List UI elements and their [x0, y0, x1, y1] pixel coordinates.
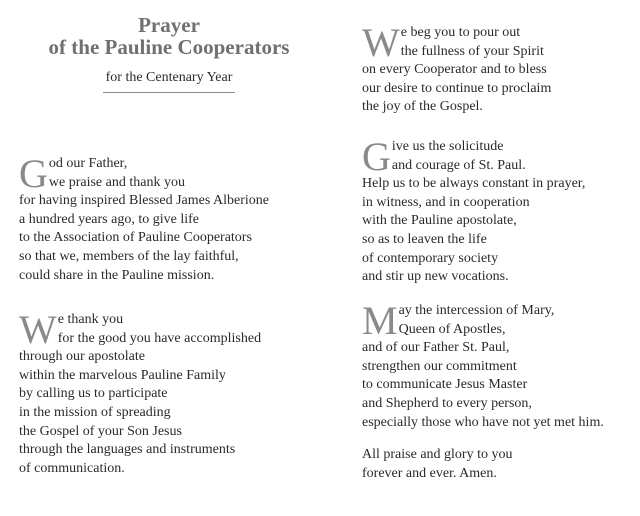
stanza-line: our desire to continue to proclaim: [362, 80, 552, 96]
stanza-line: could share in the Pauline mission.: [19, 267, 215, 283]
stanza-line: through the languages and instruments: [19, 442, 236, 458]
title-line-2: of the Pauline Cooperators: [48, 35, 290, 59]
stanza-line: to communicate Jesus Master: [362, 377, 528, 393]
drop-cap: G: [19, 151, 48, 196]
stanza-line: to the Association of Pauline Cooperators: [19, 230, 252, 246]
stanza-line: and courage of St. Paul.: [391, 157, 526, 173]
stanza-opening: [19, 151, 269, 196]
stanza-line: e beg you to pour out: [400, 25, 521, 40]
stanza-line: in the mission of spreading: [19, 404, 171, 420]
stanza-line: the Gospel of your Son Jesus: [19, 423, 182, 439]
drop-cap: G: [362, 134, 391, 179]
title-divider: [103, 92, 235, 93]
stanza-line: for having inspired Blessed James Alberione: [19, 193, 270, 209]
stanza-line: in witness, and in cooperation: [362, 194, 530, 210]
drop-cap: W: [362, 20, 400, 65]
stanza-line: ay the intercession of Mary,: [398, 303, 555, 318]
closing-line: forever and ever. Amen.: [362, 465, 497, 481]
stanza-line: strengthen our commitment: [362, 358, 517, 374]
stanza-line: by calling us to participate: [19, 386, 168, 402]
stanza-line: we praise and thank you: [48, 174, 185, 190]
stanza-line: e thank you: [57, 312, 124, 327]
stanza-line: with the Pauline apostolate,: [362, 213, 517, 229]
stanza-opening: [362, 298, 604, 343]
stanza-line: the joy of the Gospel.: [362, 99, 483, 115]
stanza-5: [362, 298, 604, 432]
stanza-line: Help us to be always constant in prayer,: [362, 176, 586, 192]
stanza-opening: [19, 307, 262, 352]
stanza-line: on every Cooperator and to bless: [362, 62, 547, 78]
closing-doxology: [362, 446, 512, 483]
stanza-2: [19, 307, 262, 478]
stanza-line: a hundred years ago, to give life: [19, 211, 199, 227]
stanza-line: especially those who have not yet met him.: [362, 414, 604, 430]
stanza-line: ive us the solicitude: [391, 139, 504, 154]
stanza-opening: [362, 20, 551, 65]
stanza-line: so that we, members of the lay faithful,: [19, 248, 239, 264]
stanza-line: within the marvelous Pauline Family: [19, 367, 226, 383]
stanza-line: and of our Father St. Paul,: [362, 340, 510, 356]
stanza-line: so as to leaven the life: [362, 231, 487, 247]
stanza-1: [19, 151, 270, 285]
stanza-3: [362, 20, 552, 117]
stanza-4: [362, 134, 586, 287]
drop-cap: W: [19, 307, 57, 352]
stanza-line: and stir up new vocations.: [362, 269, 509, 285]
stanza-line: through our apostolate: [19, 349, 145, 365]
stanza-line: of contemporary society: [362, 250, 499, 266]
title-block: [19, 14, 319, 93]
drop-cap: M: [362, 298, 398, 343]
stanza-line: of communication.: [19, 460, 125, 476]
stanza-line: for the good you have accomplished: [57, 330, 262, 346]
stanza-line: od our Father,: [48, 156, 128, 171]
closing-line: All praise and glory to you: [362, 447, 513, 462]
stanza-line: and Shepherd to every person,: [362, 395, 532, 411]
stanza-opening: [362, 134, 585, 179]
stanza-line: Queen of Apostles,: [398, 321, 506, 337]
stanza-line: the fullness of your Spirit: [400, 43, 544, 59]
subtitle: for the Centenary Year: [105, 70, 233, 85]
title-line-1: Prayer: [138, 13, 200, 37]
